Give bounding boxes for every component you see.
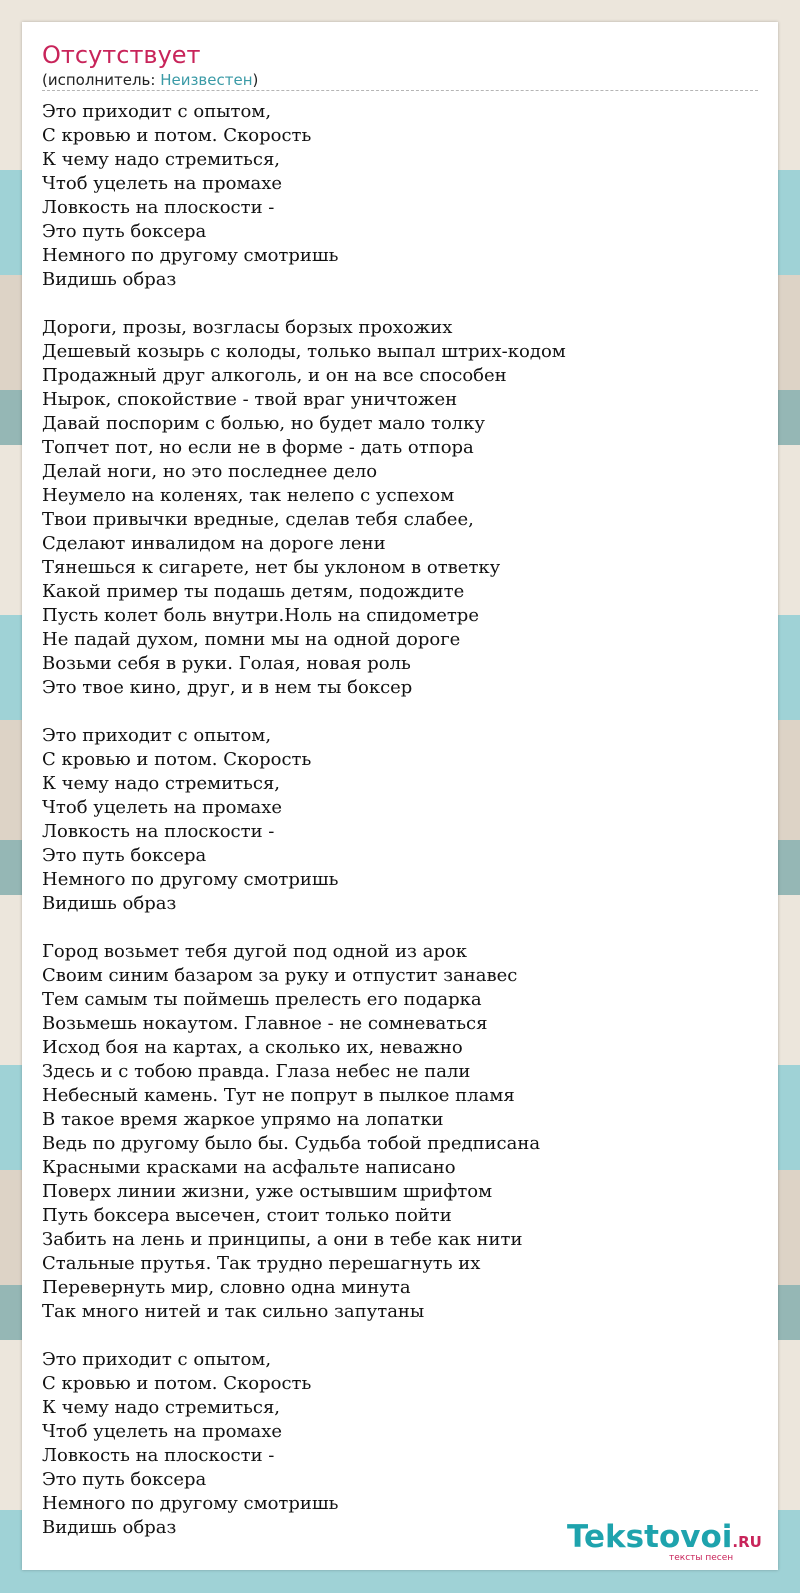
stanza-chorus (42, 1348, 758, 1540)
lyric-line: Продажный друг алкоголь, и он на все способен (42, 365, 507, 386)
logo-tld: .RU (732, 1533, 762, 1551)
lyric-line: Ведь по другому было бы. Судьба тобой предписана (42, 1133, 541, 1154)
lyric-line: Это твое кино, друг, и в нем ты боксер (42, 677, 413, 698)
lyric-line: С кровью и потом. Скорость (42, 1373, 312, 1394)
lyric-line: Так много нитей и так сильно запутаны (42, 1301, 425, 1322)
lyric-line: Перевернуть мир, словно одна минута (42, 1277, 411, 1298)
lyric-line: Видишь образ (42, 893, 177, 914)
logo-name: Tekstovoi (567, 1519, 733, 1555)
lyric-line: Чтоб уцелеть на промахе (42, 797, 282, 818)
lyric-line: В такое время жаркое упрямо на лопатки (42, 1109, 444, 1130)
stanza-chorus (42, 100, 758, 292)
lyric-line: Делай ноги, но это последнее дело (42, 461, 378, 482)
lyric-line: Тянешься к сигарете, нет бы уклоном в ответку (42, 557, 501, 578)
lyric-line: Исход боя на картах, а сколько их, неважно (42, 1037, 463, 1058)
lyric-line: Поверх линии жизни, уже остывшим шрифтом (42, 1181, 493, 1202)
lyric-line: Нырок, спокойствие - твой враг уничтожен (42, 389, 458, 410)
lyric-line: Дороги, прозы, возгласы борзых прохожих (42, 317, 453, 338)
lyric-line: Красными красками на асфальте написано (42, 1157, 456, 1178)
lyric-line: Давай поспорим с болью, но будет мало толку (42, 413, 485, 434)
lyric-line: Пусть колет боль внутри.Ноль на спидометре (42, 605, 479, 626)
lyric-line: К чему надо стремиться, (42, 149, 281, 170)
lyric-line: Это приходит с опытом, (42, 725, 272, 746)
lyric-line: Чтоб уцелеть на промахе (42, 1421, 282, 1442)
lyric-line: Возьмешь нокаутом. Главное - не сомневаться (42, 1013, 488, 1034)
stanza-verse (42, 316, 758, 700)
lyric-line: Топчет пот, но если не в форме - дать отпора (42, 437, 474, 458)
lyric-line: Дешевый козырь с колоды, только выпал штрих-кодом (42, 341, 566, 362)
lyric-line: К чему надо стремиться, (42, 1397, 281, 1418)
lyric-line: Забить на лень и принципы, а они в тебе как нити (42, 1229, 523, 1250)
artist-link[interactable]: Неизвестен (160, 71, 253, 89)
lyric-line: Сделают инвалидом на дороге лени (42, 533, 386, 554)
lyric-line: К чему надо стремиться, (42, 773, 281, 794)
artist-suffix: ) (252, 71, 259, 89)
lyric-line: Не падай духом, помни мы на одной дороге (42, 629, 461, 650)
lyric-line: Город возьмет тебя дугой под одной из арок (42, 941, 468, 962)
lyric-line: Это приходит с опытом, (42, 1349, 272, 1370)
lyrics-text (42, 100, 758, 1564)
lyric-line: Ловкость на плоскости - (42, 821, 275, 842)
lyric-line: Это приходит с опытом, (42, 101, 272, 122)
lyric-line: С кровью и потом. Скорость (42, 749, 312, 770)
lyric-line: Стальные прутья. Так трудно перешагнуть их (42, 1253, 481, 1274)
logo-tagline: тексты песен (669, 1553, 734, 1563)
lyric-line: Ловкость на плоскости - (42, 197, 275, 218)
lyric-line: Твои привычки вредные, сделав тебя слабее, (42, 509, 474, 530)
lyric-line: Небесный камень. Тут не попрут в пылкое пламя (42, 1085, 515, 1106)
site-logo[interactable] (567, 1519, 772, 1565)
stanza-verse (42, 940, 758, 1324)
lyric-line: Какой пример ты подашь детям, подождите (42, 581, 465, 602)
lyric-line: Своим синим базаром за руку и отпустит занавес (42, 965, 518, 986)
lyric-line: Это путь боксера (42, 1469, 207, 1490)
lyric-line: Ловкость на плоскости - (42, 1445, 275, 1466)
lyric-line: Это путь боксера (42, 845, 207, 866)
lyric-line: Чтоб уцелеть на промахе (42, 173, 282, 194)
stanza-chorus (42, 724, 758, 916)
lyric-line: Путь боксера высечен, стоит только пойти (42, 1205, 452, 1226)
artist-prefix: (исполнитель: (42, 71, 161, 89)
title-divider (42, 90, 758, 91)
lyric-line: Немного по другому смотришь (42, 1493, 339, 1514)
lyric-line: Тем самым ты поймешь прелесть его подарка (42, 989, 482, 1010)
lyric-line: Это путь боксера (42, 221, 207, 242)
lyric-line: Видишь образ (42, 269, 177, 290)
artist-line (42, 70, 258, 90)
lyric-line: Возьми себя в руки. Голая, новая роль (42, 653, 411, 674)
lyric-line: Видишь образ (42, 1517, 177, 1538)
lyric-line: Немного по другому смотришь (42, 245, 339, 266)
song-title: Отсутствует (42, 41, 201, 69)
lyrics-card (22, 22, 778, 1570)
lyric-line: Немного по другому смотришь (42, 869, 339, 890)
lyric-line: Здесь и с тобою правда. Глаза небес не пали (42, 1061, 471, 1082)
lyric-line: С кровью и потом. Скорость (42, 125, 312, 146)
lyric-line: Неумело на коленях, так нелепо с успехом (42, 485, 455, 506)
